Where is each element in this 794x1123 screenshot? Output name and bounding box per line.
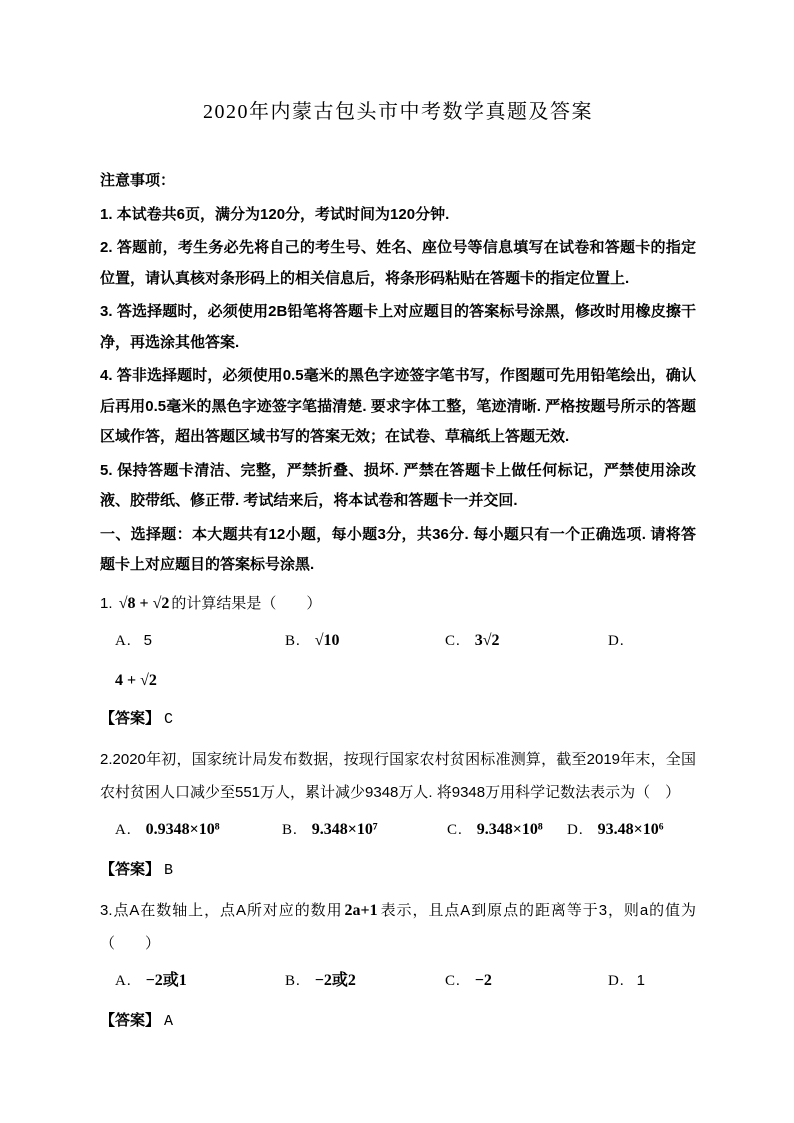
question-1-options bbox=[100, 626, 696, 656]
question-3-option-a: A. −2或1 bbox=[115, 971, 187, 989]
notice-heading: 注意事项： bbox=[100, 172, 176, 189]
question-1-option-a: A. 5 bbox=[115, 631, 152, 649]
question-3-stem-pre: 3.点A在数轴上，点A所对应的数用 bbox=[100, 901, 343, 919]
question-2-options bbox=[100, 815, 696, 845]
question-2-answer: 【答案】 B bbox=[100, 860, 174, 879]
question-3-stem-post: 表示，且点A到原点的距离等于3，则a的值为（ ） bbox=[100, 901, 696, 952]
question-1-stem bbox=[100, 587, 696, 620]
page-content bbox=[100, 96, 696, 1045]
question-2 bbox=[100, 743, 696, 888]
question-1-number: 1. bbox=[100, 594, 113, 612]
question-1 bbox=[100, 587, 696, 737]
notice-item-5: 5. 保持答题卡清洁、完整，严禁折叠、损坏. 严禁在答题卡上做任何标记，严禁使用涂改液、胶带纸、修正带. 考试结来后，将本试卷和答题卡一并交回. bbox=[100, 461, 696, 509]
question-3-formula: 2a+1 bbox=[344, 901, 378, 919]
question-1-formula: √8 + √2 bbox=[118, 594, 170, 612]
notice-item-4: 4. 答非选择题时，必须使用0.5毫米的黑色字迹签字笔书写，作图题可先用铅笔绘出，确认后再用0.5毫米的黑色字迹签字笔描清楚. 要求字体工整，笔迹清晰. 严格按题号所示的答题区域作答，超出答题区域书写的答案无效；在试卷、草稿纸上答题无效. bbox=[100, 367, 696, 445]
question-1-option-b: B. √10 bbox=[285, 631, 340, 649]
notice-item-2: 2. 答题前，考生务必先将自己的考生号、姓名、座位号等信息填写在试卷和答题卡的指定位置，请认真核对条形码上的相关信息后，将条形码粘贴在答题卡的指定位置上. bbox=[100, 239, 696, 287]
question-3-option-b: B. −2或2 bbox=[285, 971, 356, 989]
question-1-answer: 【答案】 C bbox=[100, 709, 174, 728]
notice-item-1: 1. 本试卷共6页，满分为120分，考试时间为120分钟. bbox=[100, 205, 450, 223]
section-heading: 一、选择题：本大题共有12小题，每小题3分，共36分. 每小题只有一个正确选项. 请将答题卡上对应题目的答案标号涂黑. bbox=[100, 525, 696, 573]
question-3 bbox=[100, 894, 696, 1039]
question-3-option-d: D. 1 bbox=[608, 971, 645, 989]
question-1-stem-text: 的计算结果是（ ） bbox=[171, 594, 322, 612]
question-3-options bbox=[100, 966, 696, 996]
notice-item-3: 3. 答选择题时，必须使用2B铅笔将答题卡上对应题目的答案标号涂黑，修改时用橡皮擦干净，再选涂其他答案. bbox=[100, 303, 696, 351]
question-1-option-d-label: D. bbox=[608, 632, 625, 649]
question-1-option-d-text: 4 + √2 bbox=[115, 671, 157, 689]
page-title: 2020年内蒙古包头市中考数学真题及答案 bbox=[203, 101, 593, 123]
question-2-stem: 2.2020年初，国家统计局发布数据，按现行国家农村贫困标准测算，截至2019年末，全国农村贫困人口减少至551万人，累计减少9348万人. 将9348万用科学记数法表示为（ ） bbox=[100, 750, 696, 801]
question-3-option-c: C. −2 bbox=[445, 971, 492, 989]
question-3-answer: 【答案】 A bbox=[100, 1011, 174, 1030]
question-2-option-a: A. 0.9348×10⁸ bbox=[115, 820, 220, 838]
question-2-option-d: D. 93.48×10⁶ bbox=[567, 820, 664, 838]
question-3-stem bbox=[100, 894, 696, 960]
question-2-option-c: C. 9.348×10⁸ bbox=[447, 820, 543, 838]
question-2-option-b: B. 9.348×10⁷ bbox=[282, 820, 378, 838]
question-1-option-c: C. 3√2 bbox=[445, 631, 500, 649]
notice-section bbox=[100, 166, 696, 517]
